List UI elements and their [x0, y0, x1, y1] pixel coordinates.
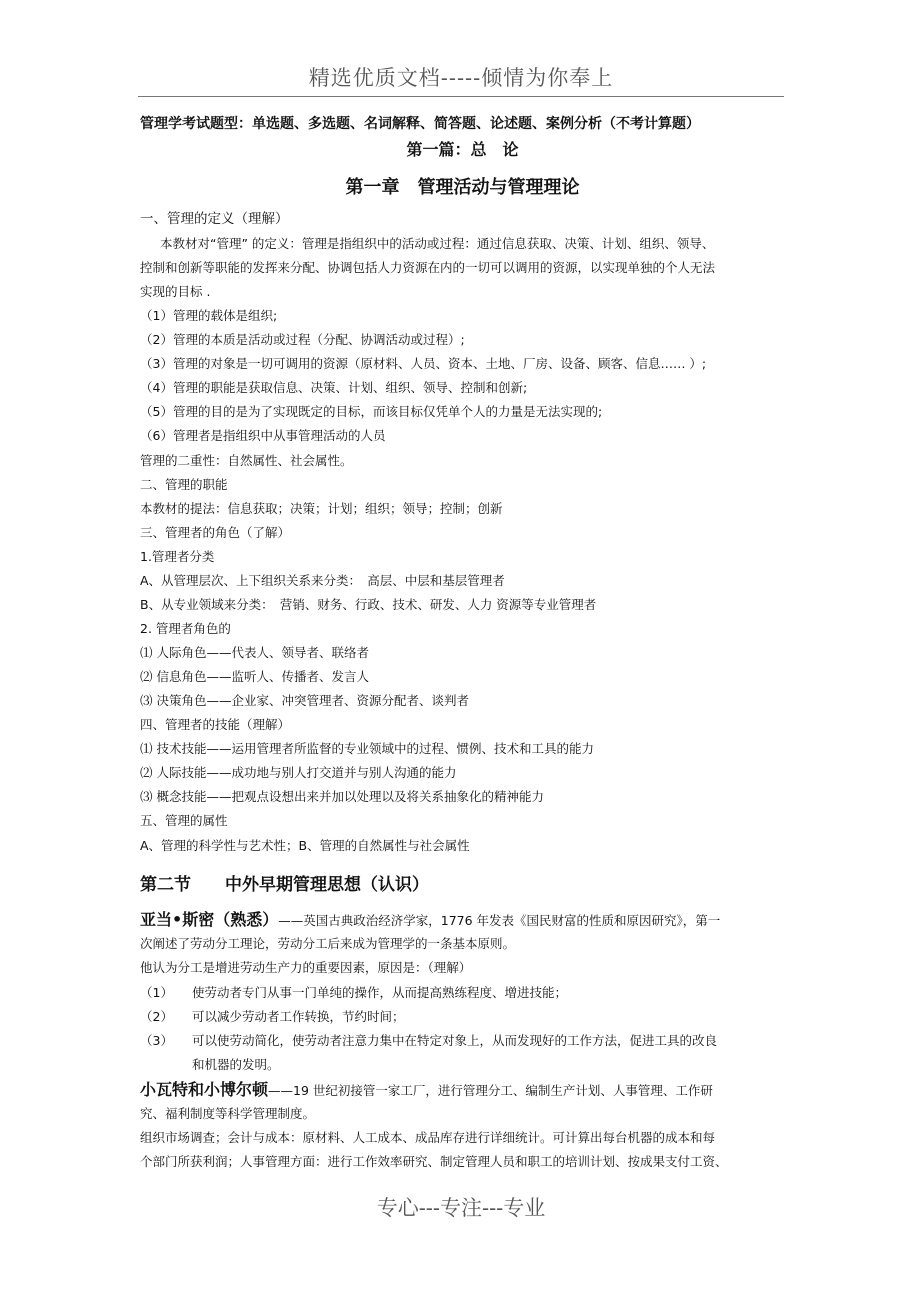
- role-item: ⑵ 信息角色——监听人、传播者、发言人: [140, 669, 369, 684]
- section3-heading: 三、管理者的角色（了解）: [140, 525, 291, 540]
- reason-number: （2）: [140, 1009, 173, 1024]
- skill-item: ⑵ 人际技能——成功地与别人打交道并与别人沟通的能力: [140, 765, 457, 780]
- watt-line-1: [140, 1078, 785, 1102]
- reason-item: [140, 983, 785, 1003]
- definition-line-2: 控制和创新等职能的发挥来分配、协调包括人力资源在内的一切可以调用的资源，以实现单独的个人无法: [140, 260, 716, 275]
- role-item: ⑴ 人际角色——代表人、领导者、联络者: [140, 645, 369, 660]
- reason-text: 可以使劳动简化，使劳动者注意力集中在特定对象上，从而发现好的工作方法，促进工具的改良: [192, 1033, 718, 1048]
- classification-b: B、从专业领域来分类： 营销、财务、行政、技术、研发、人力 资源等专业管理者: [140, 597, 597, 612]
- section2-heading: 二、管理的职能: [140, 477, 228, 492]
- reason-3-continued: 和机器的发明。: [192, 1057, 280, 1072]
- part-title: 第一篇：总 论: [406, 140, 519, 159]
- reason-number: （1）: [140, 985, 173, 1000]
- definition-line-1: 本教材对“管理” 的定义：管理是指组织中的活动或过程：通过信息获取、决策、计划、组织、领导、: [160, 236, 715, 251]
- section5-heading: 五、管理的属性: [140, 813, 228, 828]
- attributes-line: A、管理的科学性与艺术性；B、管理的自然属性与社会属性: [140, 838, 470, 853]
- reason-text: 使劳动者专门从事一门单纯的操作，从而提高熟练程度、增进技能；: [192, 985, 568, 1000]
- organization-line-2: 个部门所获利润；人事管理方面：进行工作效率研究、制定管理人员和职工的培训计划、按成果支付工资、: [140, 1154, 728, 1169]
- duality-line: 管理的二重性：自然属性、社会属性。: [140, 453, 353, 468]
- definition-point: （3）管理的对象是一切可调用的资源（原材料、人员、资本、土地、厂房、设备、顾客、信息…… ）;: [140, 356, 707, 371]
- page-footer: 专心---专注---专业: [376, 1196, 546, 1220]
- section-two-title: 第二节 中外早期管理思想（认识）: [140, 875, 429, 895]
- definition-point: （1）管理的载体是组织;: [140, 308, 278, 323]
- definition-line-3: 实现的目标 .: [140, 284, 211, 299]
- reason-item: [140, 1007, 785, 1027]
- role-item: ⑶ 决策角色——企业家、冲突管理者、资源分配者、谈判者: [140, 693, 469, 708]
- classification-heading: 1.管理者分类: [140, 549, 215, 564]
- smith-line-2: 次阐述了劳动分工理论，劳动分工后来成为管理学的一条基本原则。: [140, 936, 516, 951]
- exam-types-line: 管理学考试题型：单选题、多选题、名词解释、简答题、论述题、案例分析（不考计算题）: [140, 116, 700, 132]
- definition-point: （5）管理的目的是为了实现既定的目标，而该目标仅凭单个人的力量是无法实现的;: [140, 404, 603, 419]
- reason-item: [140, 1031, 785, 1051]
- smith-intro: ——英国古典政治经济学家，1776 年发表《国民财富的性质和原因研究》，第一: [278, 913, 721, 928]
- smith-line-1: [140, 908, 785, 932]
- header-divider: [138, 96, 784, 97]
- watt-intro: ——19 世纪初接管一家工厂，进行管理分工、编制生产计划、人事管理、工作研: [268, 1083, 713, 1098]
- definition-point: （2）管理的本质是活动或过程（分配、协调活动或过程）;: [140, 332, 465, 347]
- roles-heading: 2. 管理者角色的: [140, 621, 231, 636]
- skill-item: ⑴ 技术技能——运用管理者所监督的专业领域中的过程、惯例、技术和工具的能力: [140, 741, 594, 756]
- chapter-title: 第一章 管理活动与管理理论: [345, 177, 580, 198]
- watt-line-2: 究、福利制度等科学管理制度。: [140, 1106, 316, 1121]
- smith-name: 亚当•斯密（熟悉）: [140, 910, 279, 929]
- reason-number: （3）: [140, 1033, 173, 1048]
- section1-heading: 一、管理的定义（理解）: [140, 211, 289, 227]
- functions-line: 本教材的提法：信息获取；决策；计划；组织；领导；控制；创新: [140, 501, 503, 516]
- page-header: 精选优质文档-----倾情为你奉上: [308, 66, 614, 90]
- classification-a: A、从管理层次、上下组织关系来分类： 高层、中层和基层管理者: [140, 573, 505, 588]
- watt-name: 小瓦特和小博尔顿: [140, 1080, 269, 1099]
- definition-point: （6）管理者是指组织中从事管理活动的人员: [140, 428, 386, 443]
- definition-point: （4）管理的职能是获取信息、决策、计划、组织、领导、控制和创新;: [140, 380, 528, 395]
- section4-heading: 四、管理者的技能（理解）: [140, 717, 291, 732]
- skill-item: ⑶ 概念技能——把观点设想出来并加以处理以及将关系抽象化的精神能力: [140, 789, 544, 804]
- reason-text: 可以减少劳动者工作转换，节约时间；: [192, 1009, 405, 1024]
- division-reason-intro: 他认为分工是增进劳动生产力的重要因素，原因是：（理解）: [140, 960, 472, 975]
- organization-line-1: 组织市场调查；会计与成本：原材料、人工成本、成品库存进行详细统计。可计算出每台机器的成本和每: [140, 1130, 716, 1145]
